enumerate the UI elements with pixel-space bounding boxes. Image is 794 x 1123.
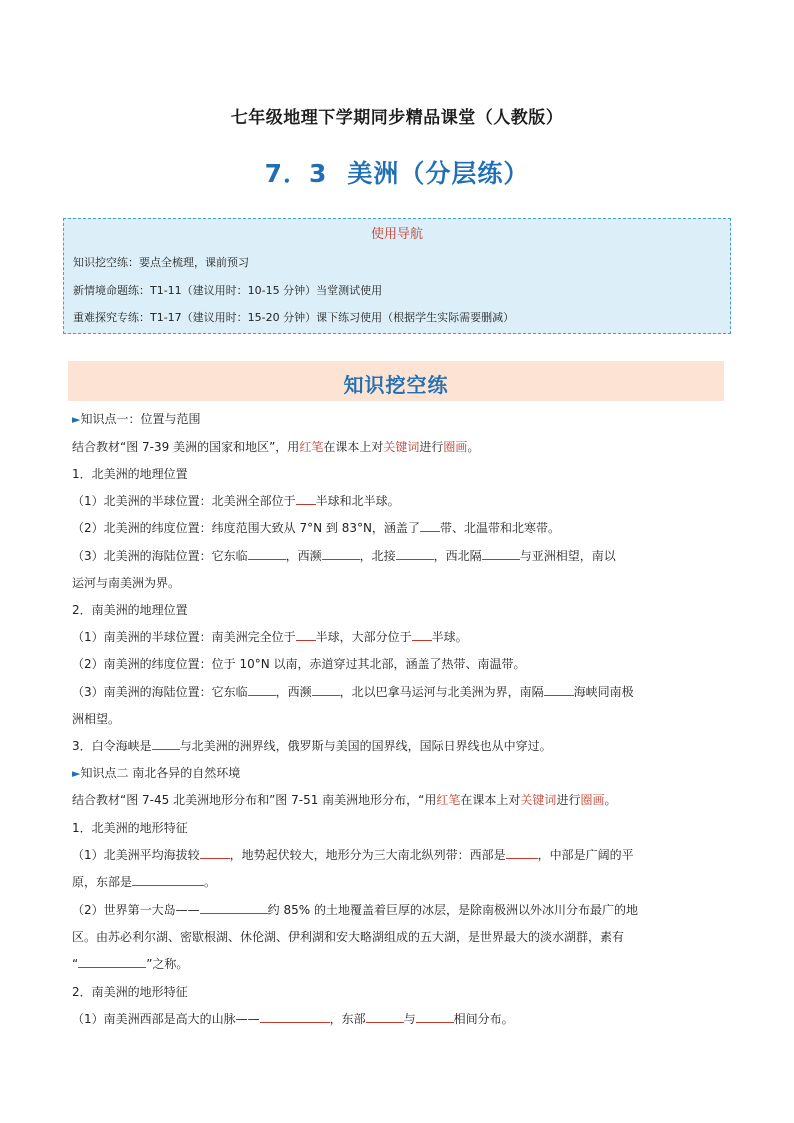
answer-blank[interactable] bbox=[506, 846, 538, 859]
question-line: 原，东部是 。 bbox=[72, 875, 217, 889]
series-title: 七年级地理下学期同步精品课堂（人教版） bbox=[230, 108, 564, 128]
answer-blank[interactable] bbox=[152, 737, 180, 750]
instruction-line: 结合教材“图 7-39 美洲的国家和地区”，用红笔在课本上对关键词进行圈画。 bbox=[72, 440, 480, 454]
question-line: （1）北美洲平均海拔较 ，地势起伏较大，地形分为三大南北纵列带：西部是 ，中部是广阔的平 bbox=[72, 848, 634, 862]
subsection-heading: 1．北美洲的地形特征 bbox=[72, 821, 188, 835]
question-line: （2）世界第一大岛—— 约 85% 的土地覆盖着巨厚的冰层，是除南极洲以外冰川分布最广的地 bbox=[72, 903, 638, 917]
usage-guide-box bbox=[63, 218, 731, 334]
page-title bbox=[0, 154, 794, 190]
triangle-marker-icon: ► bbox=[72, 413, 81, 426]
subsection-heading: 2．南美洲的地形特征 bbox=[72, 985, 188, 999]
question-line: 运河与南美洲为界。 bbox=[72, 576, 181, 590]
answer-blank[interactable] bbox=[132, 873, 204, 886]
question-line: （2）北美洲的纬度位置：纬度范围大致从 7°N 到 83°N，涵盖了 带、北温带和北寒带。 bbox=[72, 521, 560, 535]
instruction-line: 结合教材“图 7-45 北美洲地形分布和”图 7-51 南美洲地形分布，“用红笔在课本上对关键词进行圈画。 bbox=[72, 793, 617, 807]
knowledge-point-heading: ►知识点一：位置与范围 bbox=[72, 412, 201, 426]
answer-blank[interactable] bbox=[296, 492, 316, 505]
subsection-heading: 1．北美洲的地理位置 bbox=[72, 467, 188, 481]
answer-blank[interactable] bbox=[420, 519, 440, 532]
section-banner-title: 知识挖空练 bbox=[343, 373, 449, 397]
answer-blank[interactable] bbox=[296, 628, 316, 641]
question-line: 3．白令海峡是 与北美洲的洲界线，俄罗斯与美国的国界线，国际日界线也从中穿过。 bbox=[72, 739, 552, 753]
answer-blank[interactable] bbox=[200, 901, 268, 914]
question-line: （3）北美洲的海陆位置：它东临 ，西濒 ，北接 ，西北隔 与亚洲相望，南以 bbox=[72, 549, 616, 563]
answer-blank[interactable] bbox=[396, 547, 434, 560]
answer-blank[interactable] bbox=[416, 1010, 454, 1023]
answer-blank[interactable] bbox=[366, 1010, 404, 1023]
answer-blank[interactable] bbox=[322, 547, 360, 560]
answer-blank[interactable] bbox=[412, 628, 432, 641]
answer-blank[interactable] bbox=[260, 1010, 330, 1023]
question-line: 区。由苏必利尔湖、密歇根湖、休伦湖、伊利湖和安大略湖组成的五大湖，是世界最大的淡水湖群，素有 bbox=[72, 930, 625, 944]
knowledge-point-heading: ►知识点二 南北各异的自然环境 bbox=[72, 766, 241, 780]
triangle-marker-icon: ► bbox=[72, 767, 81, 780]
guide-line: 知识挖空练：要点全梳理，课前预习 bbox=[73, 256, 249, 269]
guide-line: 新情境命题练：T1-11（建议用时：10-15 分钟）当堂测试使用 bbox=[73, 284, 383, 297]
question-line: （3）南美洲的海陆位置：它东临 ，西濒 ，北以巴拿马运河与北美洲为界，南隔 海峡同南极 bbox=[72, 685, 634, 699]
answer-blank[interactable] bbox=[312, 683, 340, 696]
guide-line: 重难探究专练：T1-17（建议用时：15-20 分钟）课下练习使用（根据学生实际需要删减） bbox=[73, 311, 515, 324]
answer-blank[interactable] bbox=[544, 683, 574, 696]
question-line: （2）南美洲的纬度位置：位于 10°N 以南，赤道穿过其北部，涵盖了热带、南温带。 bbox=[72, 657, 526, 671]
answer-blank[interactable] bbox=[248, 683, 276, 696]
question-line: 洲相望。 bbox=[72, 712, 121, 726]
subsection-heading: 2．南美洲的地理位置 bbox=[72, 603, 188, 617]
answer-blank[interactable] bbox=[248, 547, 286, 560]
question-line: （1）北美洲的半球位置：北美洲全部位于 半球和北半球。 bbox=[72, 494, 400, 508]
question-line: （1）南美洲西部是高大的山脉—— ，东部 与 相间分布。 bbox=[72, 1012, 514, 1026]
section-banner bbox=[68, 361, 724, 401]
lesson-title: 美洲（分层练） bbox=[347, 159, 530, 188]
answer-blank[interactable] bbox=[78, 955, 146, 968]
lesson-number: 7．3 bbox=[264, 159, 328, 188]
guide-heading: 使用导航 bbox=[370, 227, 423, 242]
question-line: （1）南美洲的半球位置：南美洲完全位于 半球，大部分位于 半球。 bbox=[72, 630, 468, 644]
question-line: “ ”之称。 bbox=[72, 957, 189, 971]
answer-blank[interactable] bbox=[482, 547, 520, 560]
answer-blank[interactable] bbox=[200, 846, 230, 859]
